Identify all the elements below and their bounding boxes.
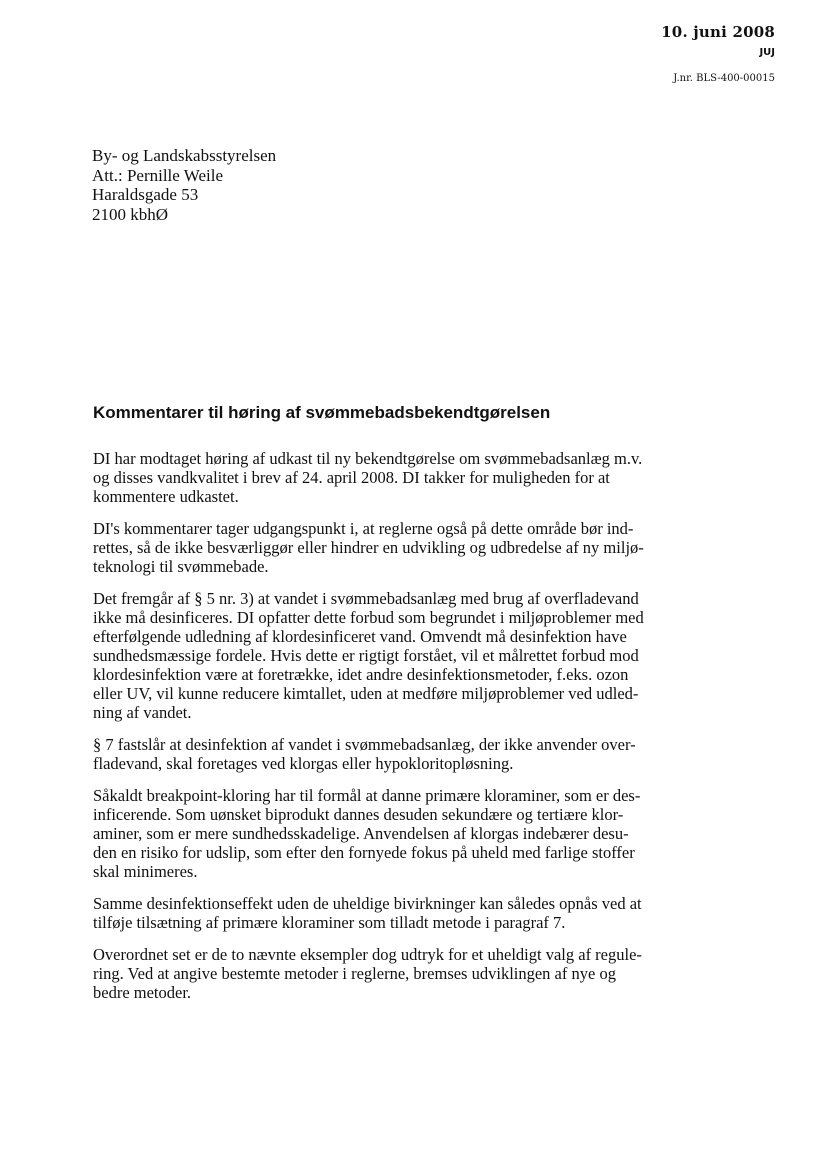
recipient-address [92, 146, 276, 224]
journal-number: J.nr. BLS-400-00015 [673, 73, 775, 84]
paragraph-line: fladevand, skal foretages ved klorgas eller hypokloritopløsning. [93, 754, 514, 773]
paragraph-line: ning af vandet. [93, 703, 192, 722]
recipient-city: 2100 kbhØ [92, 204, 169, 224]
paragraph-line: kommentere udkastet. [93, 487, 239, 506]
body-paragraph [93, 945, 703, 1002]
paragraph-line: teknologi til svømmebade. [93, 557, 269, 576]
sender-initials: JUJ [759, 47, 775, 58]
paragraph-line: skal minimeres. [93, 862, 198, 881]
paragraph-line: sundhedsmæssige fordele. Hvis dette er rigtigt forstået, vil et målrettet forbud mod [93, 646, 639, 665]
letter-date: 10. juni 2008 [661, 23, 775, 41]
body-paragraph [93, 449, 703, 506]
paragraph-line: Overordnet set er de to nævnte eksempler dog udtryk for et uheldigt valg af regule- [93, 945, 642, 964]
body-paragraph [93, 519, 703, 576]
letter-subject: Kommentarer til høring af svømmebadsbekendtgørelsen [93, 403, 551, 422]
letter-header [661, 22, 775, 86]
paragraph-line: tilføje tilsætning af primære kloraminer som tilladt metode i paragraf 7. [93, 913, 566, 932]
paragraph-line: rettes, så de ikke besværliggør eller hindrer en udvikling og udbredelse af ny miljø- [93, 538, 644, 557]
body-paragraph [93, 786, 703, 881]
paragraph-line: Det fremgår af § 5 nr. 3) at vandet i svømmebadsanlæg med brug af overfladevand [93, 589, 639, 608]
letter-body [93, 449, 703, 1015]
paragraph-line: § 7 fastslår at desinfektion af vandet i svømmebadsanlæg, der ikke anvender over- [93, 735, 636, 754]
recipient-organization: By- og Landskabsstyrelsen [92, 146, 277, 165]
paragraph-line: Såkaldt breakpoint-kloring har til formål at danne primære kloraminer, som er des- [93, 786, 641, 805]
paragraph-line: efterfølgende udledning af klordesinficeret vand. Omvendt må desinfektion have [93, 627, 627, 646]
recipient-attention: Att.: Pernille Weile [92, 165, 223, 185]
paragraph-line: inficerende. Som uønsket biprodukt dannes desuden sekundære og tertiære klor- [93, 805, 624, 824]
paragraph-line: bedre metoder. [93, 983, 192, 1002]
paragraph-line: ring. Ved at angive bestemte metoder i reglerne, bremses udviklingen af nye og [93, 964, 616, 983]
paragraph-line: aminer, som er mere sundhedsskadelige. Anvendelsen af klorgas indebærer desu- [93, 824, 629, 843]
paragraph-line: eller UV, vil kunne reducere kimtallet, uden at medføre miljøproblemer ved udled- [93, 684, 639, 703]
paragraph-line: den en risiko for udslip, som efter den fornyede fokus på uheld med farlige stoffer [93, 843, 635, 862]
body-paragraph [93, 735, 703, 773]
paragraph-line: Samme desinfektionseffekt uden de uheldige bivirkninger kan således opnås ved at [93, 894, 642, 913]
paragraph-line: klordesinfektion være at foretrække, idet andre desinfektionsmetoder, f.eks. ozon [93, 665, 629, 684]
paragraph-line: DI's kommentarer tager udgangspunkt i, at reglerne også på dette område bør ind- [93, 519, 634, 538]
body-paragraph [93, 589, 703, 722]
paragraph-line: ikke må desinficeres. DI opfatter dette forbud som begrundet i miljøproblemer med [93, 608, 644, 627]
recipient-street: Haraldsgade 53 [92, 185, 199, 204]
paragraph-line: DI har modtaget høring af udkast til ny bekendtgørelse om svømmebadsanlæg m.v. [93, 449, 643, 468]
paragraph-line: og disses vandkvalitet i brev af 24. april 2008. DI takker for muligheden for at [93, 468, 610, 487]
body-paragraph [93, 894, 703, 932]
